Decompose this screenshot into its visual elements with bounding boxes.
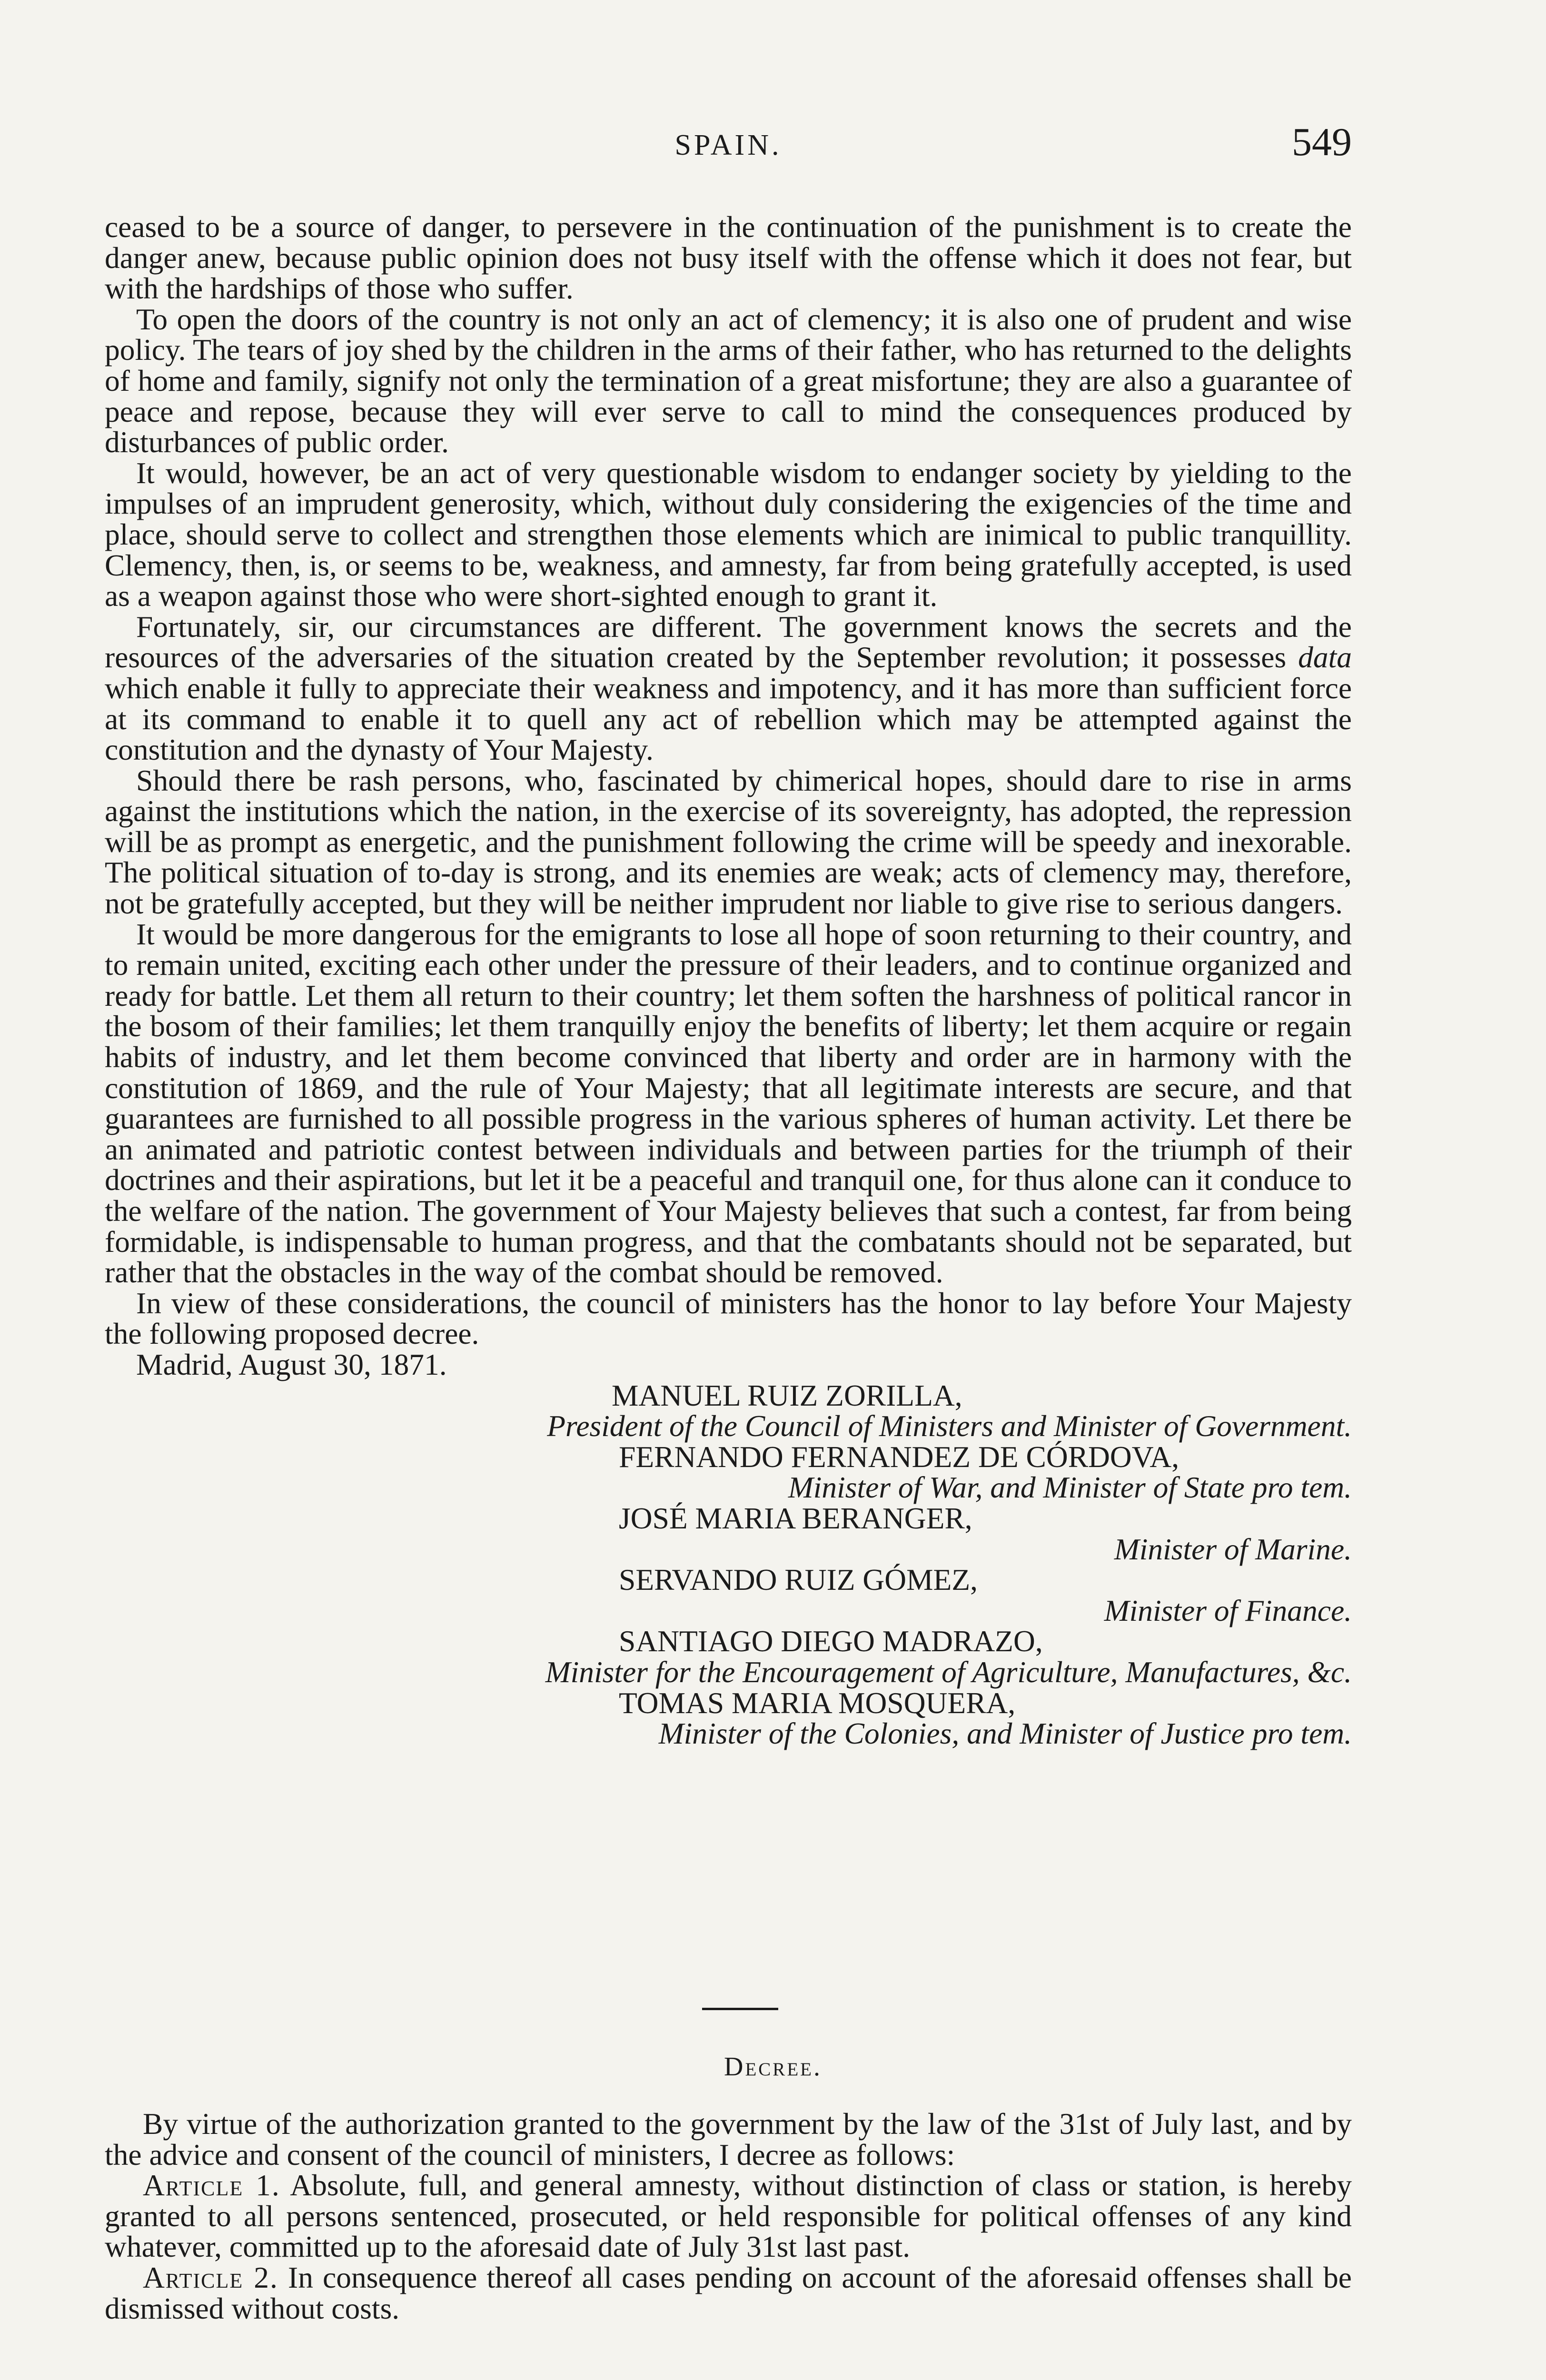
signatory-name-line bbox=[105, 1565, 1352, 1596]
paragraph-text: which enable it fully to appreciate their weakness and impotency, and it has more than sufficient force at its command to enable it to quell any act of rebellion which may be attempted against the constitution and the dynasty of Your Majesty. bbox=[105, 671, 1352, 767]
paragraph: In view of these considerations, the council of ministers has the honor to lay before Your Majesty the following proposed decree. bbox=[105, 1286, 1352, 1351]
signatory-name-line bbox=[105, 1626, 1352, 1657]
decree-heading: Decree. bbox=[724, 2052, 822, 2082]
report-body bbox=[105, 212, 1352, 1749]
signatory-title-line bbox=[105, 1534, 1352, 1565]
decree-intro: By virtue of the authorization granted to the government by the law of the 31st of July last, and by the advice and consent of the council of ministers, I decree as follows: bbox=[105, 2107, 1352, 2172]
article-label: Article 2. bbox=[143, 2260, 278, 2294]
signatory-title-line bbox=[105, 1472, 1352, 1503]
signatory-name: JOSÉ MARIA BERANGER, bbox=[619, 1501, 972, 1535]
signatory-title-line bbox=[105, 1593, 1352, 1627]
signatory-title: President of the Council of Ministers and Minister of Government. bbox=[547, 1409, 1352, 1443]
article-label: Article 1. bbox=[143, 2168, 280, 2202]
signatory-title: Minister of War, and Minister of State pro tem. bbox=[788, 1470, 1352, 1505]
decree-article bbox=[105, 2262, 1352, 2324]
date-line: Madrid, August 30, 1871. bbox=[136, 1347, 447, 1381]
signatory-name: MANUEL RUIZ ZORILLA, bbox=[612, 1378, 962, 1412]
article-text: Absolute, full, and general amnesty, without distinction of class or station, is hereby granted to all persons sentenced, prosecuted, or held responsible for political offenses of any kind whatever, committed up to the aforesaid date of July 31st last past. bbox=[105, 2168, 1352, 2264]
signatory-name: FERNANDO FERNANDEZ DE CÓRDOVA, bbox=[619, 1439, 1179, 1474]
paragraph bbox=[105, 609, 1352, 767]
page-number: 549 bbox=[1292, 120, 1352, 164]
paragraph: ceased to be a source of danger, to persevere in the continuation of the punishment is to create the danger anew, because public opinion does not busy itself with the offense which it does not fear, but with the hardships of those who suffer. bbox=[105, 210, 1352, 306]
decree-article bbox=[105, 2170, 1352, 2262]
signatory-name-line bbox=[105, 1439, 1352, 1474]
signatory-name: TOMAS MARIA MOSQUERA, bbox=[619, 1686, 1016, 1720]
paragraph: To open the doors of the country is not only an act of clemency; it is also one of prudent and wise policy. The tears of joy shed by the children in the arms of their father, who has returned to the delights of home and family, signify not only the termination of a great misfortune; they are also a guarantee of peace and repose, because they will ever serve to call to mind the consequences produced by disturbances of public order. bbox=[105, 302, 1352, 459]
section-divider bbox=[702, 2008, 778, 2010]
decree-body bbox=[105, 2109, 1352, 2324]
signatory-name: SERVANDO RUIZ GÓMEZ, bbox=[619, 1563, 978, 1597]
signatory-title-line bbox=[105, 1411, 1352, 1442]
page-header bbox=[105, 119, 1352, 176]
signatory-title: Minister of the Colonies, and Minister of Justice pro tem. bbox=[658, 1716, 1352, 1751]
signatory-name-line bbox=[105, 1503, 1352, 1534]
paragraph-text: Fortunately, sir, our circumstances are different. The government knows the secrets and the resources of the adversaries of the situation created by the September revolution; it possesses bbox=[105, 609, 1352, 674]
article-text: In consequence thereof all cases pending on account of the aforesaid offenses shall be dismissed without costs. bbox=[105, 2260, 1352, 2325]
signatory-title-line bbox=[105, 1657, 1352, 1688]
signatory-title: Minister of Marine. bbox=[1114, 1532, 1352, 1566]
running-head: SPAIN. bbox=[674, 129, 782, 161]
signatory-name-line bbox=[105, 1380, 1352, 1411]
signatory-title: Minister for the Encouragement of Agriculture, Manufactures, &c. bbox=[545, 1655, 1352, 1689]
paragraph: It would, however, be an act of very questionable wisdom to endanger society by yielding to the impulses of an imprudent generosity, which, without duly considering the exigencies of the time and place, should serve to collect and strengthen those elements which are inimical to public tranquillity. Clemency, then, is, or seems to be, weakness, and amnesty, far from being gratefully accepted, is used as a weapon against those who were short-sighted enough to grant it. bbox=[105, 456, 1352, 613]
signature-block bbox=[105, 1380, 1352, 1749]
emphasis-text: data bbox=[1298, 640, 1352, 674]
paragraph: It would be more dangerous for the emigrants to lose all hope of soon returning to their country, and to remain united, exciting each other under the pressure of their leaders, and to continue organized and ready for battle. Let them all return to their country; let them soften the harshness of political rancor in the bosom of their families; let them tranquilly enjoy the benefits of liberty; let them acquire or regain habits of industry, and let them become convinced that liberty and order are in harmony with the constitution of 1869, and the rule of Your Majesty; that all legitimate interests are secure, and that guarantees are furnished to all possible progress in the various spheres of human activity. Let there be an animated and patriotic contest between individuals and between parties for the triumph of their doctrines and their aspirations, but let it be a peaceful and tranquil one, for thus alone can it conduce to the welfare of the nation. The government of Your Majesty believes that such a contest, far from being formidable, is indispensable to human progress, and that the combatants should not be separated, but rather that the obstacles in the way of the combat should be removed. bbox=[105, 917, 1352, 1289]
signatory-title: Minister of Finance. bbox=[1104, 1593, 1352, 1627]
signatory-title-line bbox=[105, 1718, 1352, 1749]
signatory-name: SANTIAGO DIEGO MADRAZO, bbox=[619, 1624, 1043, 1658]
paragraph: Should there be rash persons, who, fascinated by chimerical hopes, should dare to rise in arms against the institutions which the nation, in the exercise of its sovereignty, has adopted, the repression will be as prompt as energetic, and the punishment following the crime will be speedy and inexorable. The political situation of to-day is strong, and its enemies are weak; acts of clemency may, therefore, not be gratefully accepted, but they will be neither imprudent nor liable to give rise to serious dangers. bbox=[105, 763, 1352, 921]
signatory-name-line bbox=[105, 1688, 1352, 1719]
